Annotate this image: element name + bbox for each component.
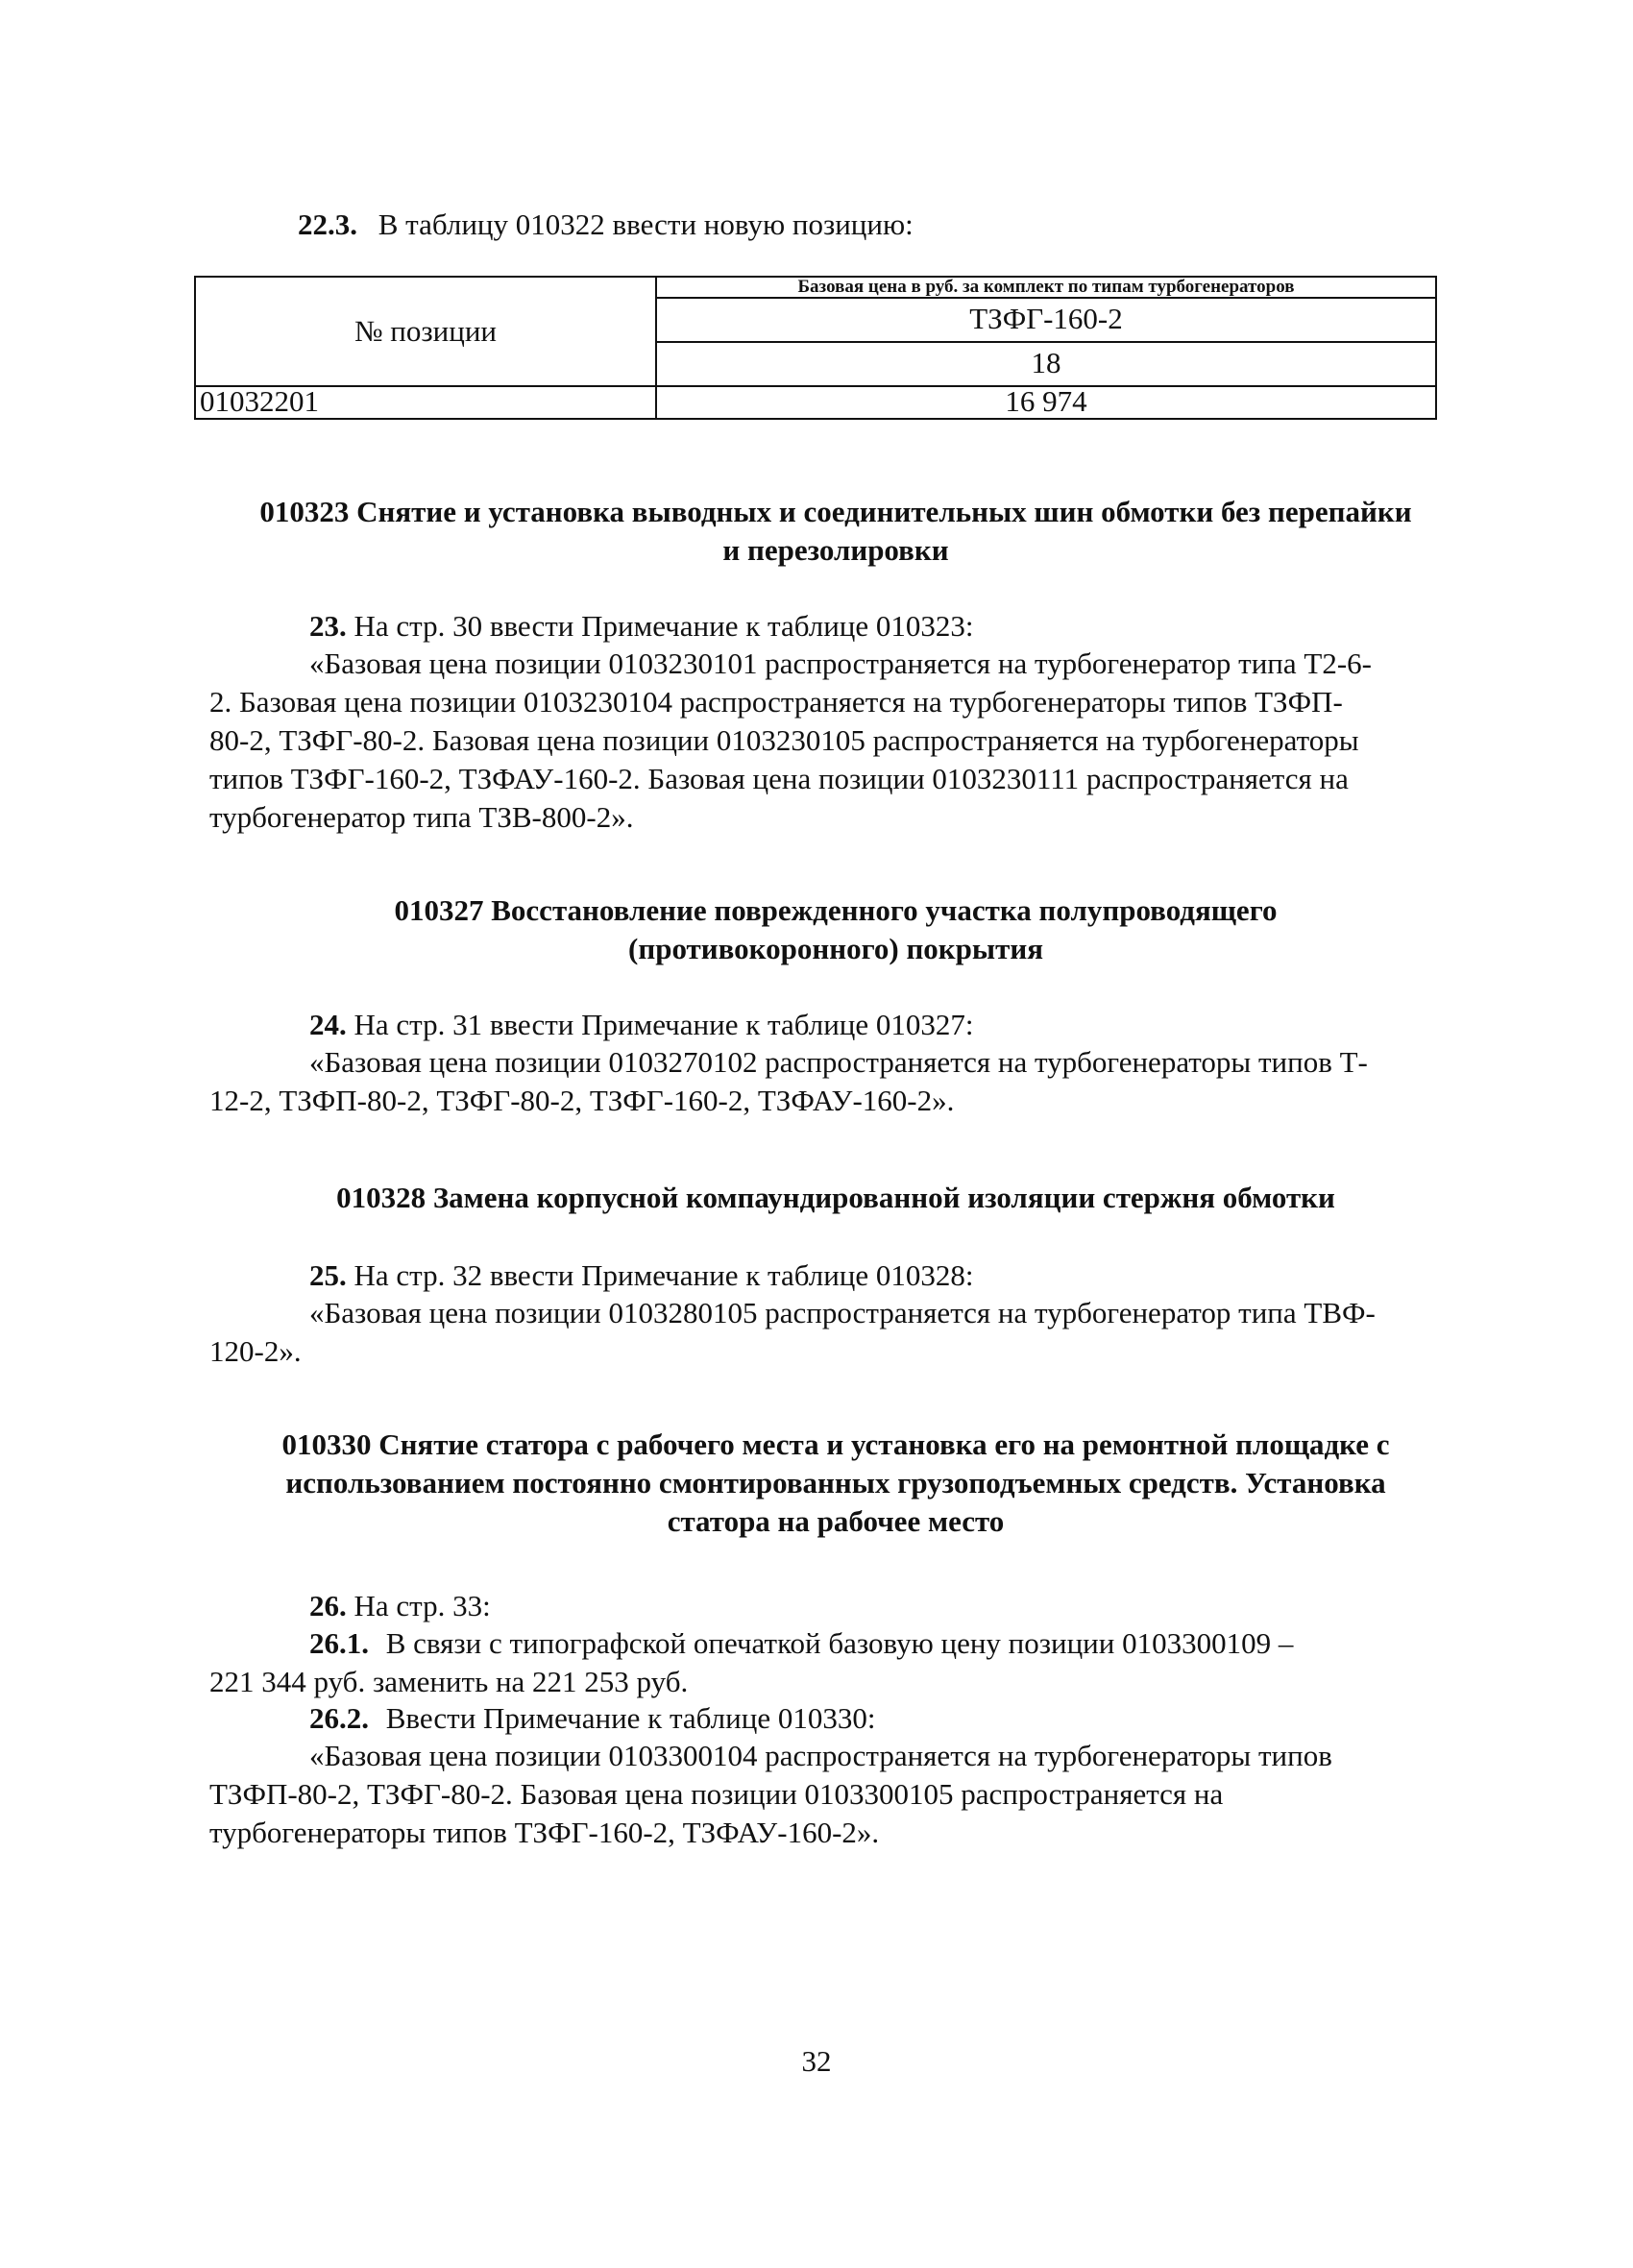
heading-line: и перезолировки	[722, 533, 949, 567]
item-26-note	[209, 1737, 1441, 1852]
section-number: 22.3.	[298, 207, 357, 241]
note-line: «Базовая цена позиции 0103300104 распространяется на турбогенераторы типов	[309, 1739, 1332, 1772]
table-cell-position: 01032201	[200, 384, 319, 418]
item-intro: На стр. 31 ввести Примечание к таблице 010327:	[353, 1008, 974, 1041]
item-25-note	[209, 1294, 1441, 1371]
section-text: В таблицу 010322 ввести новую позицию:	[378, 207, 914, 241]
note-line: «Базовая цена позиции 0103280105 распространяется на турбогенератор типа ТВФ-	[309, 1296, 1376, 1329]
heading-010330	[211, 1426, 1460, 1541]
item-intro: На стр. 32 ввести Примечание к таблице 010328:	[353, 1258, 974, 1292]
note-line: турбогенератор типа ТЗВ-800-2».	[209, 800, 634, 834]
item-25-intro	[309, 1256, 974, 1295]
price-table	[194, 276, 1437, 420]
heading-010327	[211, 891, 1460, 968]
heading-010328	[211, 1179, 1460, 1217]
note-line: ТЗФП-80-2, ТЗФГ-80-2. Базовая цена позиции 0103300105 распространяется на	[209, 1777, 1224, 1811]
subitem-number: 26.1.	[309, 1626, 369, 1660]
col-header-type: ТЗФГ-160-2	[969, 302, 1123, 335]
note-line: типов ТЗФГ-160-2, ТЗФАУ-160-2. Базовая цена позиции 0103230111 распространяется на	[209, 762, 1349, 795]
note-line: турбогенераторы типов ТЗФГ-160-2, ТЗФАУ-160-2».	[209, 1816, 880, 1849]
heading-010323	[211, 493, 1460, 570]
col-header-price: Базовая цена в руб. за комплект по типам турбогенераторов	[797, 277, 1295, 297]
item-23-intro	[309, 607, 974, 646]
item-24-intro	[309, 1006, 974, 1044]
item-number: 25.	[309, 1258, 347, 1292]
note-line: 120-2».	[209, 1334, 302, 1368]
heading-line: использованием постоянно смонтированных грузоподъемных средств. Установка	[285, 1466, 1386, 1500]
item-number: 24.	[309, 1008, 347, 1041]
heading-line: статора на рабочее место	[667, 1504, 1005, 1538]
item-intro: На стр. 33:	[353, 1589, 491, 1622]
page-number: 32	[801, 2044, 832, 2078]
note-line: 2. Базовая цена позиции 0103230104 распространяется на турбогенераторы типов ТЗФП-	[209, 685, 1343, 719]
col-header-number: 18	[1031, 346, 1061, 379]
subitem-text: Ввести Примечание к таблице 010330:	[385, 1701, 876, 1735]
item-26-intro	[309, 1587, 491, 1625]
item-intro: На стр. 30 ввести Примечание к таблице 010323:	[353, 609, 974, 643]
item-number: 26.	[309, 1589, 347, 1622]
table-cell-price: 16 974	[1005, 384, 1087, 418]
note-line: «Базовая цена позиции 0103270102 распространяется на турбогенераторы типов Т-	[309, 1045, 1368, 1079]
item-number: 23.	[309, 609, 347, 643]
item-23-note	[209, 645, 1441, 837]
item-26-2	[309, 1699, 875, 1738]
subitem-text: 221 344 руб. заменить на 221 253 руб.	[209, 1665, 689, 1698]
col-header-position: № позиции	[353, 314, 498, 348]
heading-line: (противокоронного) покрытия	[628, 932, 1043, 965]
subitem-text: В связи с типографской опечаткой базовую цену позиции 0103300109 –	[385, 1626, 1294, 1660]
heading-line: 010330 Снятие статора с рабочего места и установка его на ремонтной площадке с	[281, 1427, 1390, 1461]
heading-line: 010328 Замена корпусной компаундированной изоляции стержня обмотки	[336, 1181, 1335, 1214]
section-22-3	[298, 206, 914, 244]
note-line: 12-2, ТЗФП-80-2, ТЗФГ-80-2, ТЗФГ-160-2, ТЗФАУ-160-2».	[209, 1084, 955, 1117]
note-line: 80-2, ТЗФГ-80-2. Базовая цена позиции 0103230105 распространяется на турбогенераторы	[209, 723, 1359, 757]
heading-line: 010327 Восстановление поврежденного участка полупроводящего	[394, 893, 1278, 927]
item-24-note	[209, 1043, 1441, 1120]
item-26-1	[209, 1624, 1441, 1701]
heading-line: 010323 Снятие и установка выводных и соединительных шин обмотки без перепайки	[259, 495, 1412, 528]
note-line: «Базовая цена позиции 0103230101 распространяется на турбогенератор типа Т2-6-	[309, 646, 1372, 680]
subitem-number: 26.2.	[309, 1701, 369, 1735]
